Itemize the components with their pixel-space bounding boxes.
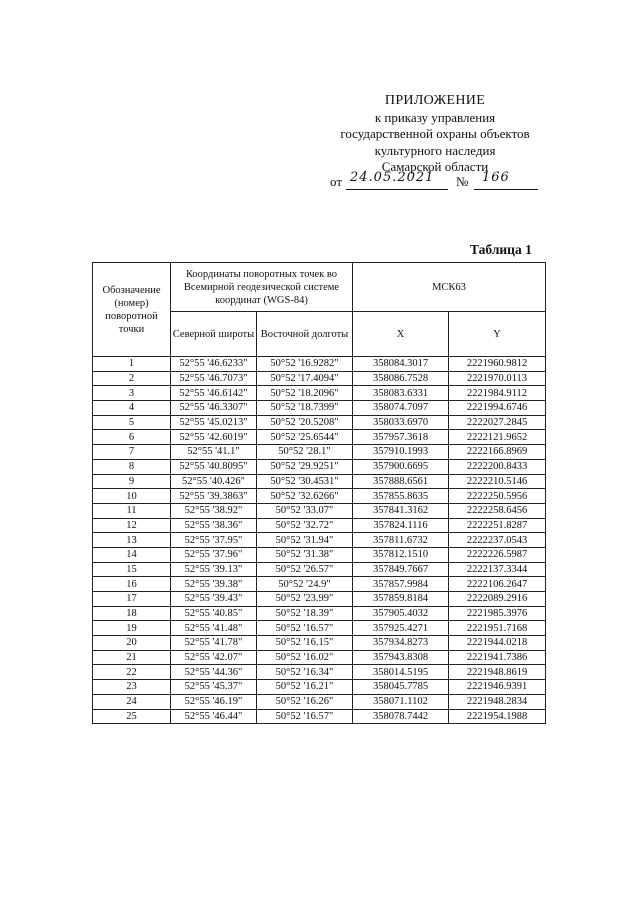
longitude-cell: 50°52 '29.9251"	[257, 459, 353, 474]
point-number: 2	[93, 371, 171, 386]
table-row	[93, 533, 546, 548]
x-cell: 357905.4032	[353, 606, 449, 621]
latitude-cell: 52°55 '40.426"	[171, 474, 257, 489]
x-cell: 358071.1102	[353, 694, 449, 709]
header-line-2: государственной охраны объектов	[340, 126, 530, 141]
y-cell: 2221948.2834	[449, 694, 546, 709]
latitude-cell: 52°55 '42.6019"	[171, 430, 257, 445]
header-designation: Обозначение (номер) поворотной точки	[93, 263, 171, 357]
table-row	[93, 357, 546, 372]
table-row	[93, 562, 546, 577]
latitude-cell: 52°55 '39.38"	[171, 577, 257, 592]
y-cell: 2221954.1988	[449, 709, 546, 724]
x-cell: 357855.8635	[353, 489, 449, 504]
table-row	[93, 650, 546, 665]
y-cell: 2221946.9391	[449, 680, 546, 695]
latitude-cell: 52°55 '46.7073"	[171, 371, 257, 386]
number-underline	[474, 189, 538, 190]
latitude-cell: 52°55 '45.0213"	[171, 415, 257, 430]
y-cell: 2221951.7168	[449, 621, 546, 636]
table-row	[93, 503, 546, 518]
table-row	[93, 371, 546, 386]
longitude-cell: 50°52 '17.4094"	[257, 371, 353, 386]
longitude-cell: 50°52 '32.72"	[257, 518, 353, 533]
longitude-cell: 50°52 '26.57"	[257, 562, 353, 577]
table-row	[93, 489, 546, 504]
point-number: 6	[93, 430, 171, 445]
point-number: 1	[93, 357, 171, 372]
x-cell: 358078.7442	[353, 709, 449, 724]
header-x: X	[353, 312, 449, 357]
point-number: 8	[93, 459, 171, 474]
point-number: 22	[93, 665, 171, 680]
header-longitude: Восточной долготы	[257, 312, 353, 357]
longitude-cell: 50°52 '23.99"	[257, 592, 353, 607]
point-number: 16	[93, 577, 171, 592]
point-number: 17	[93, 592, 171, 607]
table-row	[93, 621, 546, 636]
longitude-cell: 50°52 '18.2096"	[257, 386, 353, 401]
point-number: 18	[93, 606, 171, 621]
latitude-cell: 52°55 '46.19"	[171, 694, 257, 709]
x-cell: 357857.9984	[353, 577, 449, 592]
date-prefix: от	[330, 174, 343, 189]
longitude-cell: 50°52 '16.34"	[257, 665, 353, 680]
x-cell: 357841.3162	[353, 503, 449, 518]
x-cell: 357811.6732	[353, 533, 449, 548]
table-row	[93, 606, 546, 621]
latitude-cell: 52°55 '44.36"	[171, 665, 257, 680]
longitude-cell: 50°52 '18.39"	[257, 606, 353, 621]
x-cell: 357812.1510	[353, 547, 449, 562]
latitude-cell: 52°55 '46.6142"	[171, 386, 257, 401]
appendix-title: ПРИЛОЖЕНИЕ	[384, 93, 486, 108]
date-underline	[346, 189, 448, 190]
latitude-cell: 52°55 '40.85"	[171, 606, 257, 621]
table-caption: Таблица 1	[470, 242, 532, 257]
longitude-cell: 50°52 '25.6544"	[257, 430, 353, 445]
latitude-cell: 52°55 '46.44"	[171, 709, 257, 724]
latitude-cell: 52°55 '37.96"	[171, 547, 257, 562]
table-row	[93, 386, 546, 401]
table-row	[93, 445, 546, 460]
table-row	[93, 680, 546, 695]
y-cell: 2221944.0218	[449, 636, 546, 651]
table-row	[93, 577, 546, 592]
longitude-cell: 50°52 '28.1"	[257, 445, 353, 460]
table-row	[93, 474, 546, 489]
table-row	[93, 415, 546, 430]
y-cell: 2221941.7386	[449, 650, 546, 665]
latitude-cell: 52°55 '46.6233"	[171, 357, 257, 372]
y-cell: 2222210.5146	[449, 474, 546, 489]
x-cell: 358083.6331	[353, 386, 449, 401]
x-cell: 358033.6970	[353, 415, 449, 430]
point-number: 3	[93, 386, 171, 401]
x-cell: 357925.4271	[353, 621, 449, 636]
header-wgs-group: Координаты поворотных точек во Всемирной геодезической системе координат (WGS-84)	[171, 263, 353, 312]
longitude-cell: 50°52 '24.9"	[257, 577, 353, 592]
number-prefix: №	[456, 174, 469, 189]
point-number: 15	[93, 562, 171, 577]
y-cell: 2222251.8287	[449, 518, 546, 533]
longitude-cell: 50°52 '16.15"	[257, 636, 353, 651]
point-number: 20	[93, 636, 171, 651]
point-number: 24	[93, 694, 171, 709]
point-number: 7	[93, 445, 171, 460]
point-number: 21	[93, 650, 171, 665]
point-number: 9	[93, 474, 171, 489]
y-cell: 2222250.5956	[449, 489, 546, 504]
longitude-cell: 50°52 '16.21"	[257, 680, 353, 695]
table-row	[93, 547, 546, 562]
table-row	[93, 592, 546, 607]
table-row	[93, 665, 546, 680]
longitude-cell: 50°52 '30.4531"	[257, 474, 353, 489]
coordinates-table	[92, 262, 546, 724]
x-cell: 357910.1993	[353, 445, 449, 460]
x-cell: 357900.6695	[353, 459, 449, 474]
point-number: 5	[93, 415, 171, 430]
x-cell: 357849.7667	[353, 562, 449, 577]
x-cell: 357943.8308	[353, 650, 449, 665]
latitude-cell: 52°55 '41.48"	[171, 621, 257, 636]
latitude-cell: 52°55 '37.95"	[171, 533, 257, 548]
header-line-1: к приказу управления	[374, 109, 496, 125]
point-number: 14	[93, 547, 171, 562]
document-header	[300, 93, 570, 176]
table-row	[93, 430, 546, 445]
x-cell: 357957.3618	[353, 430, 449, 445]
latitude-cell: 52°55 '38.36"	[171, 518, 257, 533]
y-cell: 2222106.2647	[449, 577, 546, 592]
y-cell: 2221994.6746	[449, 401, 546, 416]
latitude-cell: 52°55 '39.43"	[171, 592, 257, 607]
coordinates-table-body	[93, 357, 546, 724]
point-number: 10	[93, 489, 171, 504]
longitude-cell: 50°52 '31.38"	[257, 547, 353, 562]
y-cell: 2222237.0543	[449, 533, 546, 548]
latitude-cell: 52°55 '42.07"	[171, 650, 257, 665]
order-date-number-line	[330, 170, 560, 192]
longitude-cell: 50°52 '31.94"	[257, 533, 353, 548]
latitude-cell: 52°55 '40.8095"	[171, 459, 257, 474]
point-number: 13	[93, 533, 171, 548]
point-number: 19	[93, 621, 171, 636]
latitude-cell: 52°55 '45.37"	[171, 680, 257, 695]
y-cell: 2222226.5987	[449, 547, 546, 562]
y-cell: 2222089.2916	[449, 592, 546, 607]
y-cell: 2222027.2845	[449, 415, 546, 430]
longitude-cell: 50°52 '18.7399"	[257, 401, 353, 416]
y-cell: 2222200.8433	[449, 459, 546, 474]
x-cell: 358086.7528	[353, 371, 449, 386]
y-cell: 2221985.3976	[449, 606, 546, 621]
x-cell: 358084.3017	[353, 357, 449, 372]
point-number: 23	[93, 680, 171, 695]
x-cell: 358045.7785	[353, 680, 449, 695]
header-msk-group: МСК63	[353, 263, 546, 312]
latitude-cell: 52°55 '41.78"	[171, 636, 257, 651]
x-cell: 357888.6561	[353, 474, 449, 489]
latitude-cell: 52°55 '39.13"	[171, 562, 257, 577]
point-number: 11	[93, 503, 171, 518]
table-row	[93, 459, 546, 474]
y-cell: 2221960.9812	[449, 357, 546, 372]
header-y: Y	[449, 312, 546, 357]
longitude-cell: 50°52 '16.02"	[257, 650, 353, 665]
latitude-cell: 52°55 '38.92"	[171, 503, 257, 518]
longitude-cell: 50°52 '32.6266"	[257, 489, 353, 504]
x-cell: 358074.7097	[353, 401, 449, 416]
x-cell: 357934.8273	[353, 636, 449, 651]
header-latitude: Северной широты	[171, 312, 257, 357]
longitude-cell: 50°52 '20.5208"	[257, 415, 353, 430]
latitude-cell: 52°55 '41.1"	[171, 445, 257, 460]
x-cell: 358014.5195	[353, 665, 449, 680]
y-cell: 2221984.9112	[449, 386, 546, 401]
header-line-3: культурного наследия	[374, 142, 496, 158]
y-cell: 2222166.8969	[449, 445, 546, 460]
longitude-cell: 50°52 '33.07"	[257, 503, 353, 518]
table-row	[93, 694, 546, 709]
longitude-cell: 50°52 '16.26"	[257, 694, 353, 709]
y-cell: 2221970.0113	[449, 371, 546, 386]
table-row	[93, 636, 546, 651]
y-cell: 2221948.8619	[449, 665, 546, 680]
y-cell: 2222258.6456	[449, 503, 546, 518]
longitude-cell: 50°52 '16.57"	[257, 709, 353, 724]
y-cell: 2222121.9652	[449, 430, 546, 445]
x-cell: 357859.8184	[353, 592, 449, 607]
latitude-cell: 52°55 '39.3863"	[171, 489, 257, 504]
table-row	[93, 518, 546, 533]
y-cell: 2222137.3344	[449, 562, 546, 577]
longitude-cell: 50°52 '16.9282"	[257, 357, 353, 372]
longitude-cell: 50°52 '16.57"	[257, 621, 353, 636]
latitude-cell: 52°55 '46.3307"	[171, 401, 257, 416]
point-number: 12	[93, 518, 171, 533]
table-row	[93, 709, 546, 724]
point-number: 4	[93, 401, 171, 416]
point-number: 25	[93, 709, 171, 724]
handwritten-number: 166	[482, 170, 510, 185]
x-cell: 357824.1116	[353, 518, 449, 533]
table-row	[93, 401, 546, 416]
header-line-4: Самарской области	[381, 159, 489, 174]
handwritten-date: 24.05.2021	[350, 170, 435, 185]
